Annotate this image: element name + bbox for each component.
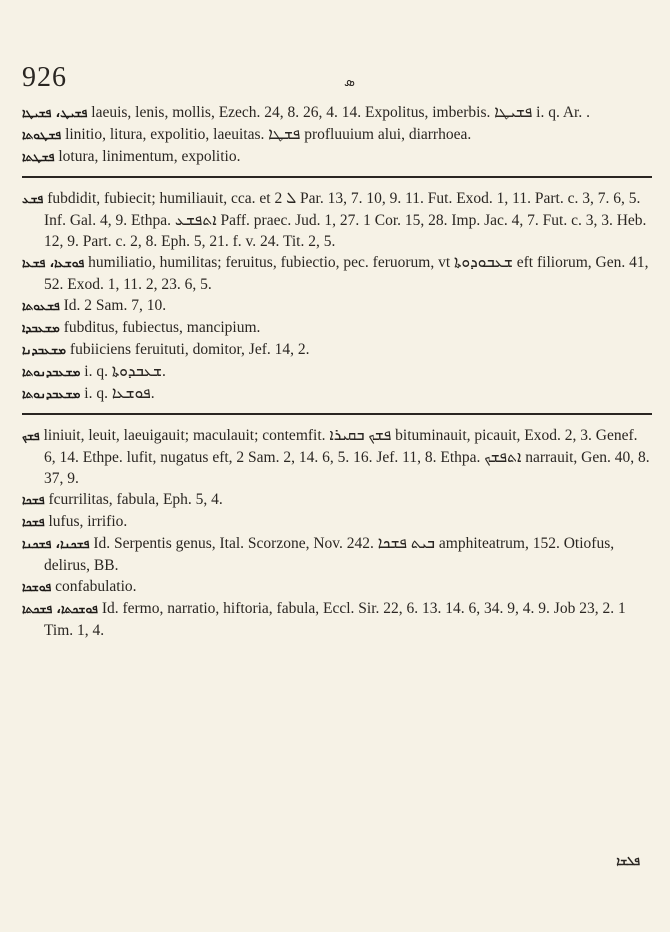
section-rule	[22, 176, 652, 178]
dictionary-entry	[22, 425, 652, 489]
entry-group-1	[22, 102, 652, 168]
entry-headword: ܦܫܟ	[22, 429, 40, 443]
entry-definition: lotura, linimentum, expolitio.	[58, 148, 241, 165]
running-head: ܣ	[344, 74, 356, 90]
entry-definition: lufus, irrifio.	[48, 513, 128, 530]
page-number: 926	[22, 62, 67, 93]
entry-definition: linitio, litura, expolitio, laeuitas. ܦܫܛܐ profluuium alui, diarrhoea.	[65, 126, 472, 143]
entry-headword: ܦܘܫܟܐ	[22, 580, 52, 594]
dictionary-entry	[22, 533, 652, 576]
dictionary-entry	[22, 598, 652, 641]
entry-headword: ܦܫܛܘܬܐ	[22, 128, 62, 142]
dictionary-entry	[22, 124, 652, 146]
entry-definition: fubdidit, fubiecit; humiliauit, cca. et ܠ 2 Par. 13, 7. 10, 9. 11. Fut. Exod. 1, 11. Part. c. 3, 7. 6, 5. Inf. Gal. 4, 9. Ethpa. ܐܬܦܫܥ Paff. praec. Jud. 1, 27. 1 Cor. 15, 28. Imp. Jac. 4, 7. Fut. c. 3, 3. Heb. 12, 9. Part. c. 2, 8. Eph. 5, 21. f. v. 24. Tit. 2, 5.	[44, 190, 647, 250]
dictionary-entry	[22, 576, 652, 598]
entry-headword: ܦܫܛܬܐ	[22, 150, 55, 164]
entry-definition: humiliatio, humilitas; feruitus, fubiectio, pec. feruorum, vt ܫܥܒܘܕܘܬܐ eft filiorum, Gen. 41, 52. Exod. 1, 11. 2, 23. 6, 5.	[44, 254, 649, 293]
entry-headword: ܡܫܥܒܕܢܘܬܐ	[22, 387, 81, 401]
catchword: ܦܠܫܐ	[616, 854, 640, 868]
entry-headword: ܦܫܥ	[22, 192, 44, 206]
entry-definition: confabulatio.	[55, 578, 137, 595]
entry-headword: ܦܘܫܥܐ، ܦܫܥܐ	[22, 256, 85, 270]
dictionary-entry	[22, 252, 652, 295]
entry-headword: ܦܫܝܛ، ܦܫܝܛܐ	[22, 106, 88, 120]
entry-headword: ܦܫܟܢܐ، ܦܫܟܢܐ	[22, 537, 90, 551]
dictionary-entry	[22, 339, 652, 361]
entry-definition: i. q. ܦܘܫܥܐ.	[84, 385, 155, 402]
dictionary-entry	[22, 102, 652, 124]
entry-group-2	[22, 188, 652, 405]
entry-definition: fcurrilitas, fabula, Eph. 5, 4.	[48, 491, 223, 508]
entry-headword: ܦܫܟܐ	[22, 515, 45, 529]
entry-headword: ܦܘܫܟܬܐ، ܦܫܟܬܐ	[22, 602, 98, 616]
dictionary-entry	[22, 317, 652, 339]
entry-headword: ܡܫܥܒܕܢܐ	[22, 343, 67, 357]
entries-column	[22, 102, 652, 641]
entry-headword: ܦܫܥܘܬܐ	[22, 299, 60, 313]
dictionary-entry	[22, 295, 652, 317]
entry-definition: fubiiciens feruituti, domitor, Jef. 14, 2.	[69, 341, 310, 358]
entry-definition: Id. fermo, narratio, hiftoria, fabula, Eccl. Sir. 22, 6. 13. 14. 6, 34. 9, 4. 9. Job 23, 2. 1 Tim. 1, 4.	[44, 600, 626, 639]
section-rule	[22, 413, 652, 415]
dictionary-entry	[22, 511, 652, 533]
entry-headword: ܡܫܥܒܕܢܘܬܐ	[22, 365, 81, 379]
dictionary-entry	[22, 489, 652, 511]
dictionary-entry	[22, 383, 652, 405]
entry-definition: liniuit, leuit, laeuigauit; maculauit; contemfit. ܦܫܟ ܒܩܝܪܐ bituminauit, picauit, Exod. 2, 3. Genef. 6, 14. Ethpe. lufit, nugatus eft, 2 Sam. 2, 14. 6, 5. 16. Jef. 11, 8. Ethpa. ܐܬܦܫܟ narrauit, Gen. 40, 8. 37, 9.	[43, 427, 650, 487]
entry-definition: Id. Serpentis genus, Ital. Scorzone, Nov. 242. ܒܝܬ ܦܫܟܐ amphiteatrum, 152. Otiofus, delirus, BB.	[44, 535, 615, 574]
dictionary-entry	[22, 146, 652, 168]
entry-headword: ܡܫܥܒܕܐ	[22, 321, 60, 335]
entry-group-3	[22, 425, 652, 641]
dictionary-entry	[22, 188, 652, 252]
entry-headword: ܦܫܟܐ	[22, 493, 45, 507]
dictionary-entry	[22, 361, 652, 383]
entry-definition: laeuis, lenis, mollis, Ezech. 24, 8. 26, 4. 14. Expolitus, imberbis. ܦܫܝܛܐ i. q. Ar. .	[91, 104, 590, 121]
entry-definition: i. q. ܫܥܒܕܘܬܐ.	[84, 363, 166, 380]
entry-definition: Id. 2 Sam. 7, 10.	[63, 297, 167, 314]
entry-definition: fubditus, fubiectus, mancipium.	[63, 319, 261, 336]
